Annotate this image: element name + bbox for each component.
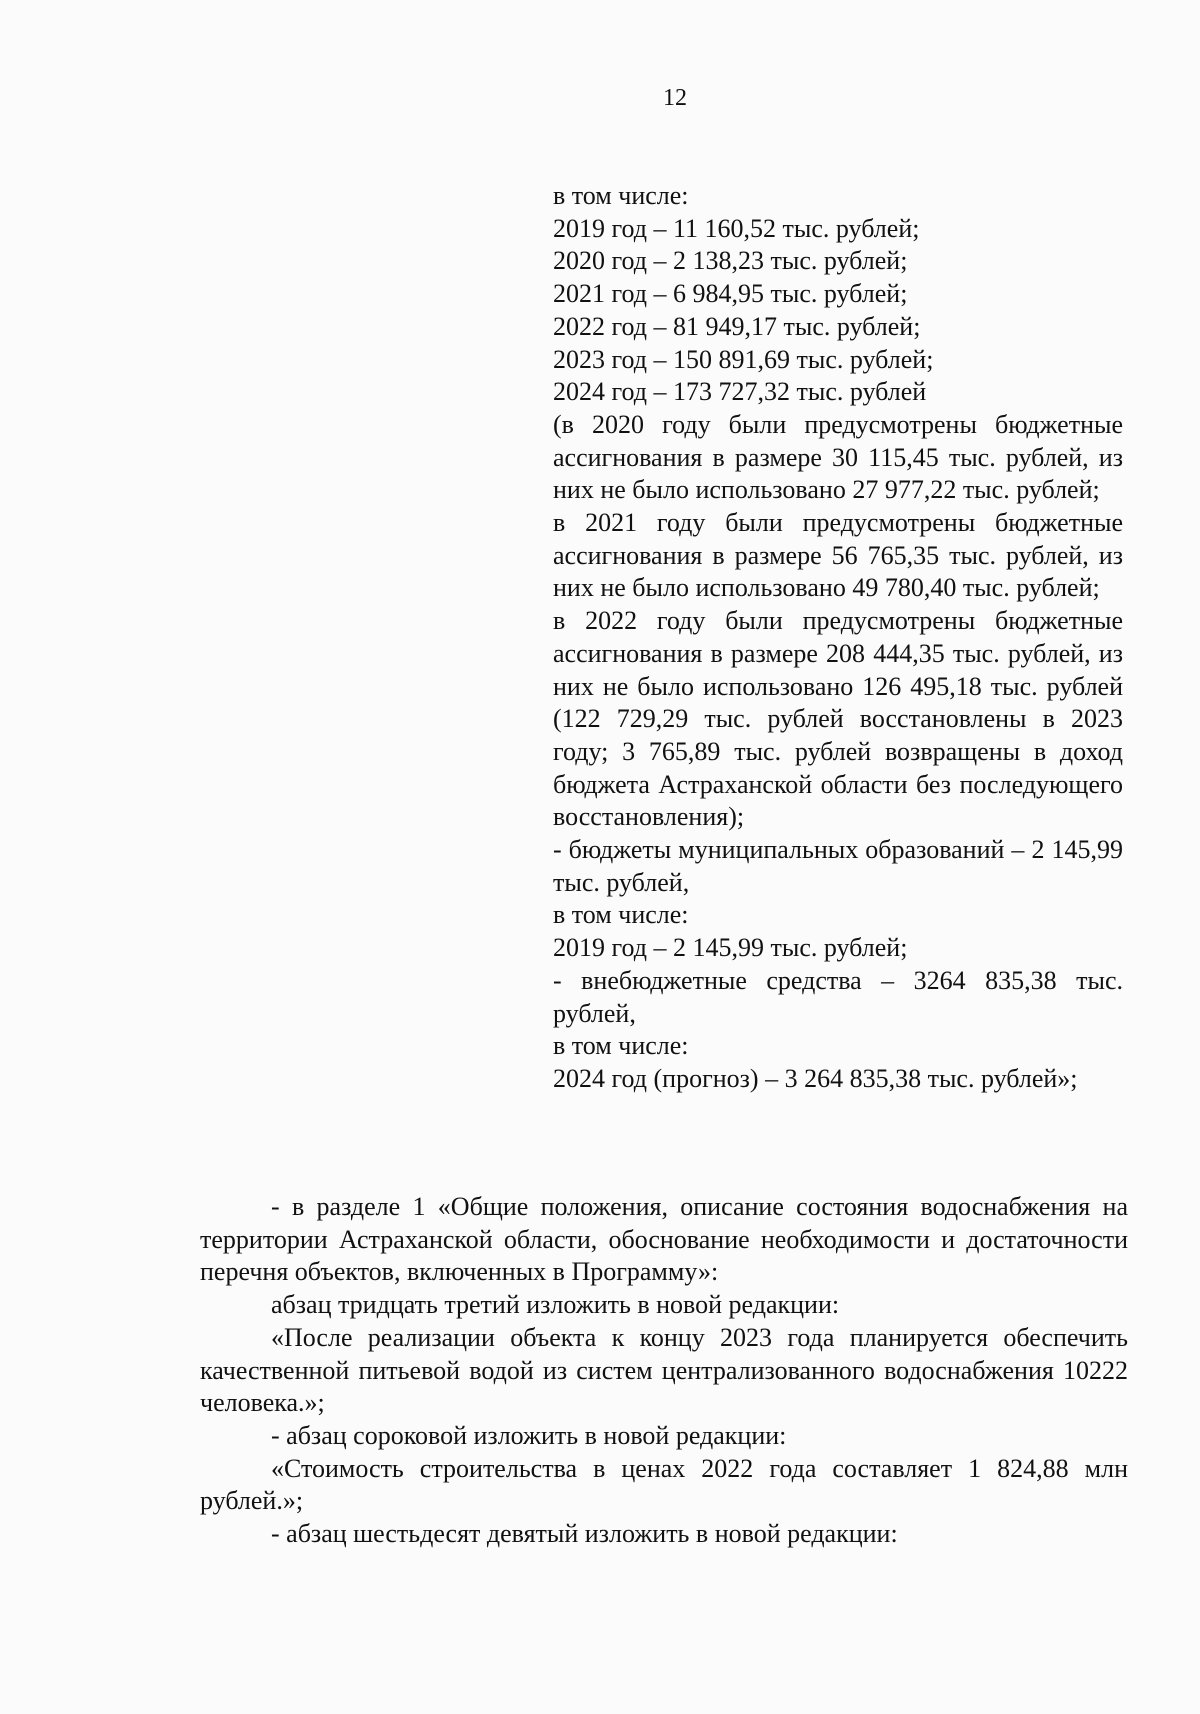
paragraph: (в 2020 году были предусмотрены бюджетные ассигнования в размере 30 115,45 тыс. рублей, из них не было использовано 27 977,22 тыс. рублей; xyxy=(553,409,1123,505)
paragraph: - абзац шестьдесят девятый изложить в новой редакции: xyxy=(271,1519,898,1549)
paragraph: - бюджеты муниципальных образований – 2 145,99 тыс. рублей, xyxy=(553,835,1123,897)
paragraph: в том числе: xyxy=(553,900,689,930)
main-text xyxy=(200,1191,1128,1551)
paragraph: 2021 год – 6 984,95 тыс. рублей; xyxy=(553,279,908,309)
paragraph: абзац тридцать третий изложить в новой редакции: xyxy=(271,1290,840,1320)
paragraph: 2019 год – 2 145,99 тыс. рублей; xyxy=(553,933,908,963)
paragraph: 2024 год – 173 727,32 тыс. рублей xyxy=(553,377,927,407)
paragraph: - внебюджетные средства – 3264 835,38 тыс. рублей, xyxy=(553,965,1123,1028)
paragraph: в 2022 году были предусмотрены бюджетные ассигнования в размере 208 444,35 тыс. рублей, из них не было использовано 126 495,18 тыс. рублей (122 729,29 тыс. рублей восстановлены в 2023 году; 3 765,89 тыс. рублей возвращены в доход бюджета Астраханской области без последующего восстановления); xyxy=(553,606,1123,832)
paragraph: «Стоимость строительства в ценах 2022 года составляет 1 824,88 млн рублей.»; xyxy=(200,1453,1128,1516)
paragraph: 2022 год – 81 949,17 тыс. рублей; xyxy=(553,311,921,341)
paragraph: в том числе: xyxy=(553,1031,689,1061)
paragraph: 2024 год (прогноз) – 3 264 835,38 тыс. рублей»; xyxy=(553,1063,1078,1093)
funding-breakdown-column xyxy=(553,180,1123,1096)
paragraph: 2020 год – 2 138,23 тыс. рублей; xyxy=(553,246,908,276)
paragraph: - абзац сороковой изложить в новой редакции: xyxy=(271,1420,787,1450)
paragraph: 2023 год – 150 891,69 тыс. рублей; xyxy=(553,344,934,374)
page-number: 12 xyxy=(663,85,687,111)
paragraph: - в разделе 1 «Общие положения, описание состояния водоснабжения на территории Астраханской области, обоснование необходимости и достаточности перечня объектов, включенных в Программу»: xyxy=(200,1192,1128,1287)
paragraph: в том числе: xyxy=(553,181,689,210)
paragraph: 2019 год – 11 160,52 тыс. рублей; xyxy=(553,213,920,243)
paragraph: в 2021 году были предусмотрены бюджетные ассигнования в размере 56 765,35 тыс. рублей, из них не было использовано 49 780,40 тыс. рублей; xyxy=(553,508,1123,603)
paragraph: «После реализации объекта к концу 2023 года планируется обеспечить качественной питьевой водой из систем централизованного водоснабжения 10222 человека.»; xyxy=(200,1322,1128,1418)
